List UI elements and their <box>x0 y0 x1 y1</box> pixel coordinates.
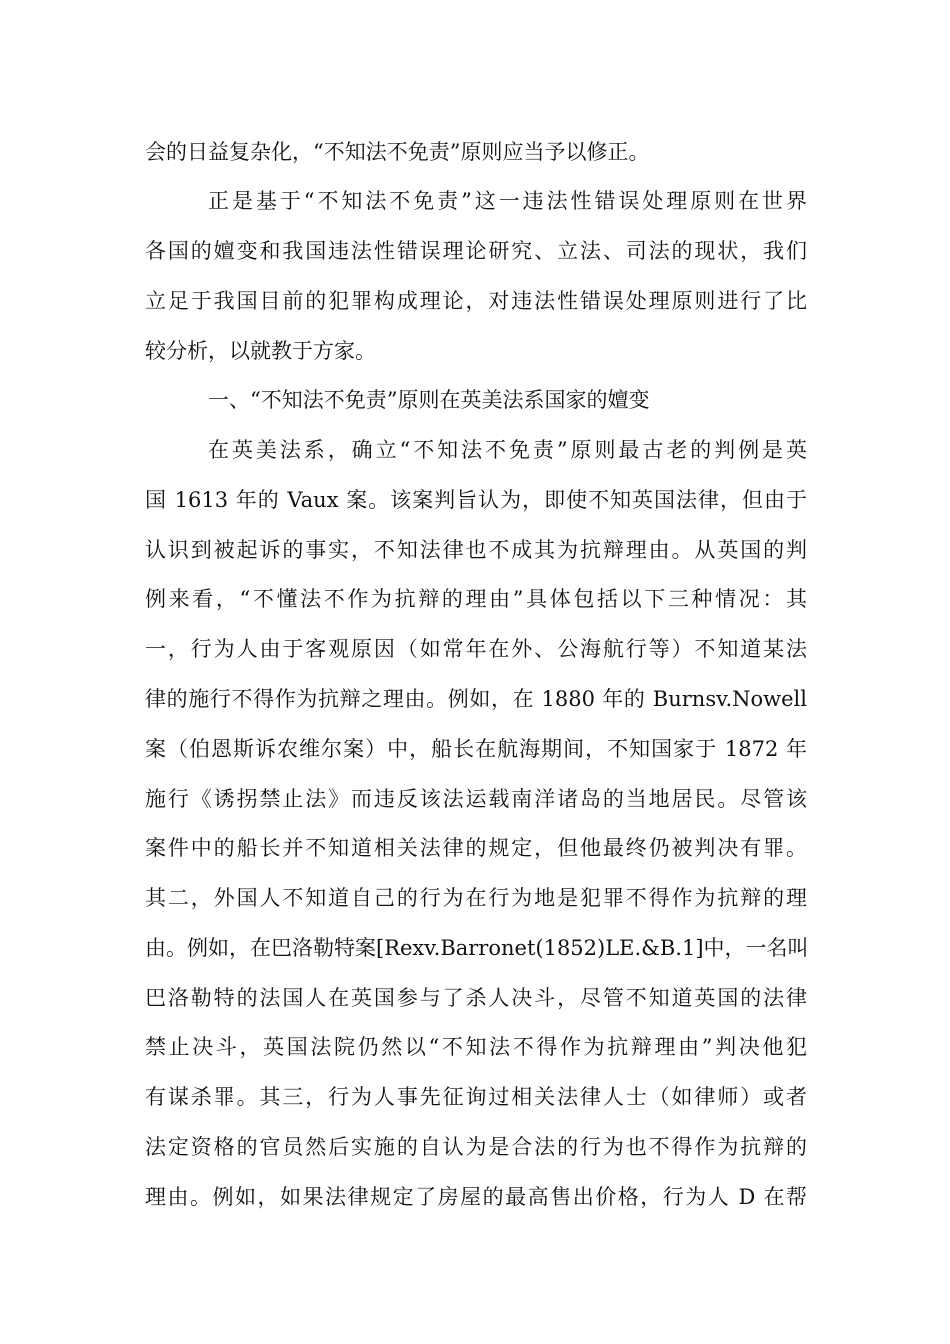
text-line: 在英美法系，确立“不知法不免责”原则最古老的判例是英 <box>208 438 807 462</box>
text-line: 例来看，“不懂法不作为抗辩的理由”具体包括以下三种情况：其 <box>145 587 807 611</box>
text-line: 由。例如，在巴洛勒特案[Rexv.Barronet(1852)LE.&B.1]中，一名叫 <box>145 936 809 960</box>
text-line: 一，行为人由于客观原因（如常年在外、公海航行等）不知道某法 <box>145 637 807 661</box>
text-line: 巴洛勒特的法国人在英国参与了杀人决斗，尽管不知道英国的法律 <box>145 986 807 1010</box>
text-line: 其二，外国人不知道自己的行为在行为地是犯罪不得作为抗辩的理 <box>145 886 807 910</box>
text-line: 律的施行不得作为抗辩之理由。例如，在 1880 年的 Burnsv.Nowell <box>145 687 807 711</box>
text-line: 会的日益复杂化，“不知法不免责”原则应当予以修正。 <box>145 140 650 164</box>
text-line: 认识到被起诉的事实，不知法律也不成其为抗辩理由。从英国的判 <box>145 538 807 562</box>
text-line: 国 1613 年的 Vaux 案。该案判旨认为，即使不知英国法律，但由于 <box>145 488 807 512</box>
text-line: 正是基于“不知法不免责”这一违法性错误处理原则在世界 <box>208 189 807 213</box>
text-line: 较分析，以就教于方家。 <box>145 339 376 363</box>
text-line: 理由。例如，如果法律规定了房屋的最高售出价格，行为人 D 在帮 <box>145 1185 807 1209</box>
text-line: 有谋杀罪。其三，行为人事先征询过相关法律人士（如律师）或者 <box>145 1085 807 1109</box>
text-line: 案（伯恩斯诉农维尔案）中，船长在航海期间，不知国家于 1872 年 <box>145 737 807 761</box>
text-line: 立足于我国目前的犯罪构成理论，对违法性错误处理原则进行了比 <box>145 289 807 313</box>
text-line: 案件中的船长并不知道相关法律的规定，但他最终仍被判决有罪。 <box>145 836 807 860</box>
section-heading: 一、“不知法不免责”原则在英美法系国家的嬗变 <box>208 388 650 412</box>
text-line: 法定资格的官员然后实施的自认为是合法的行为也不得作为抗辩的 <box>145 1135 807 1159</box>
text-line: 施行《诱拐禁止法》而违反该法运载南洋诸岛的当地居民。尽管该 <box>145 787 807 811</box>
text-line: 禁止决斗，英国法院仍然以“不知法不得作为抗辩理由”判决他犯 <box>145 1035 807 1059</box>
text-line: 各国的嬗变和我国违法性错误理论研究、立法、司法的现状，我们 <box>145 239 807 263</box>
